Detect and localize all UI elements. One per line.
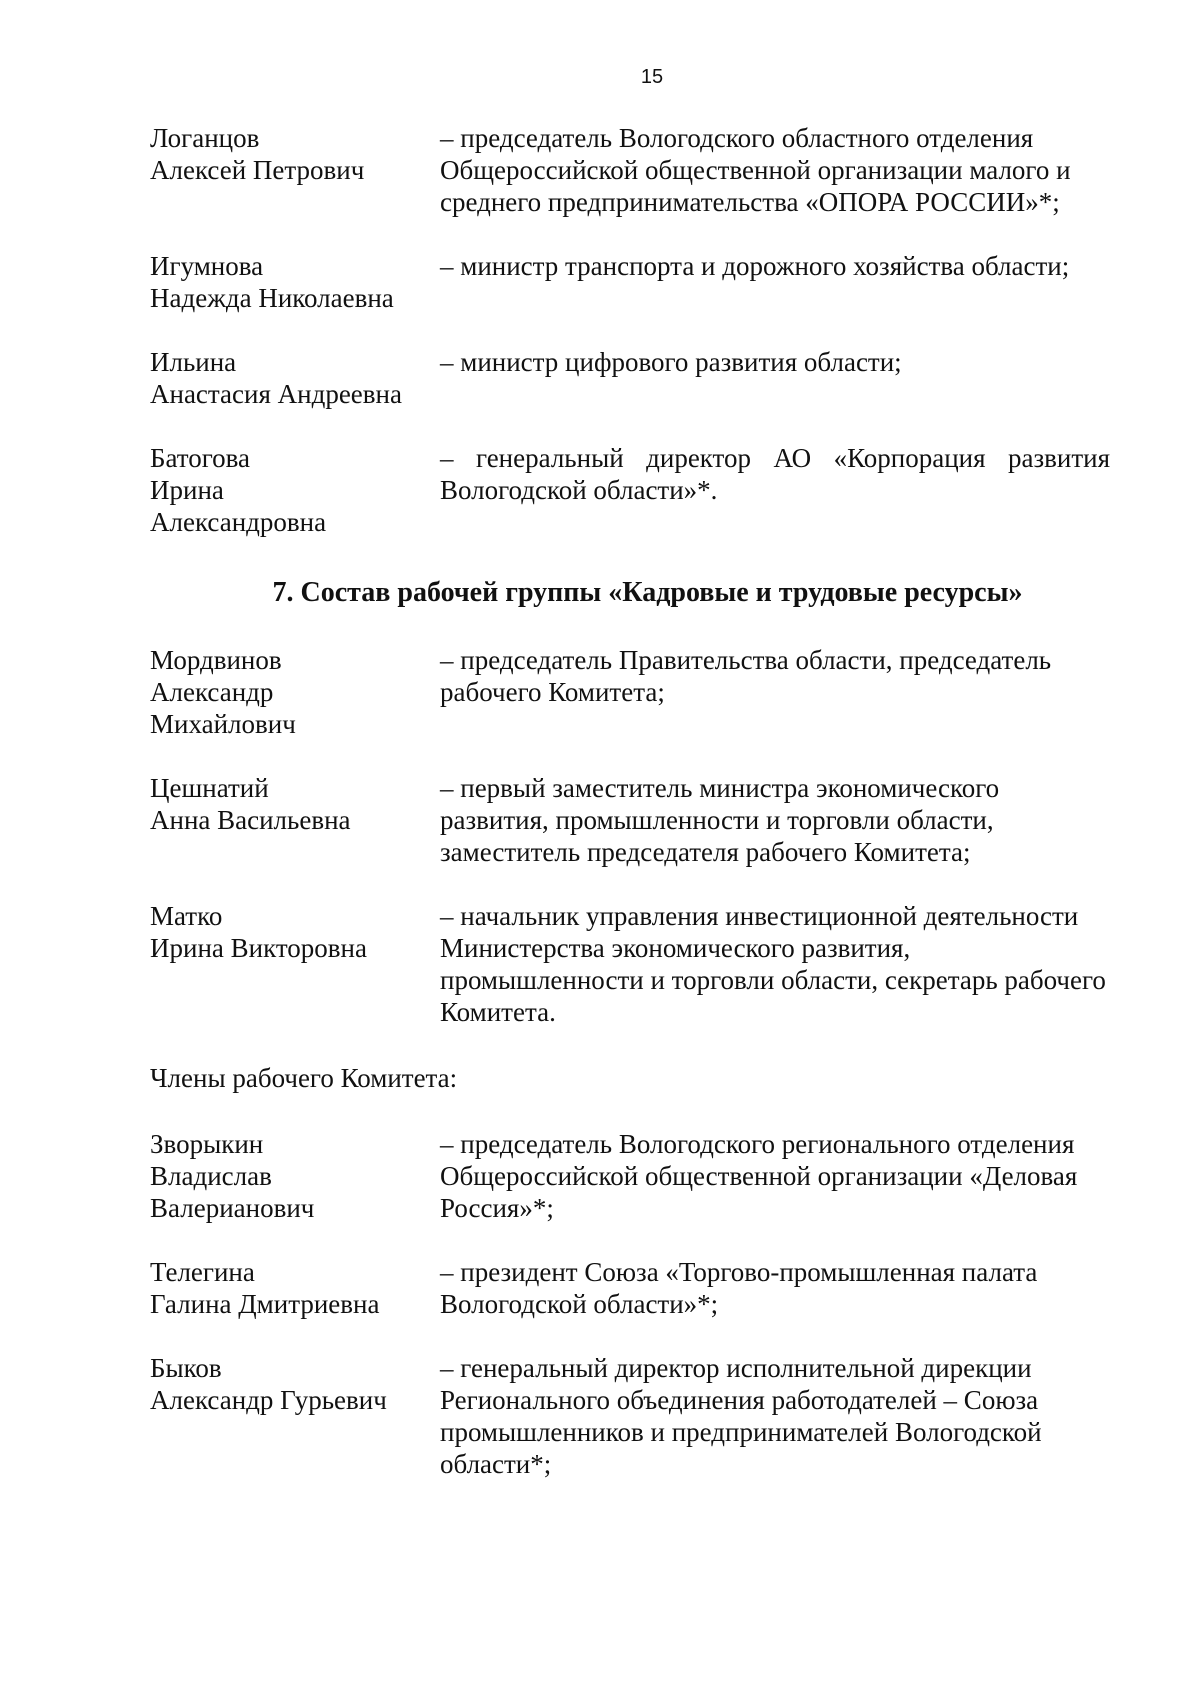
member-entry [150,900,1110,1028]
name-line: Анна Васильевна [150,805,351,835]
member-entry [150,442,1110,538]
member-entry [150,1352,1110,1480]
name-line: Цешнатий [150,773,269,803]
member-role: – первый заместитель министра экономического развития, промышленности и торговли области, заместитель председателя рабочего Комитета; [440,773,1000,867]
page-number: 15 [640,66,664,88]
name-line: Галина Дмитриевна [150,1289,380,1319]
member-role: – председатель Вологодского областного отделения Общероссийской общественной организации малого и среднего предпринимательства «ОПОРА РОССИИ»*; [440,123,1071,217]
name-line: Михайлович [150,709,296,739]
name-line: Игумнова [150,251,264,281]
name-line: Владислав [150,1161,272,1191]
member-name [150,900,440,964]
name-line: Анастасия Андреевна [150,379,402,409]
document-body [150,122,1110,1480]
member-name [150,1128,440,1224]
name-line: Александр [150,677,274,707]
name-line: Логанцов [150,123,260,153]
name-line: Матко [150,901,223,931]
member-name [150,122,440,186]
member-role: – министр цифрового развития области; [440,347,902,377]
member-entry [150,1128,1110,1224]
member-role: – президент Союза «Торгово-промышленная палата Вологодской области»*; [440,1257,1038,1319]
name-line: Александровна [150,507,327,537]
member-role: – председатель Правительства области, председатель рабочего Комитета; [440,645,1052,707]
member-entry [150,772,1110,868]
section-title: 7. Состав рабочей группы «Кадровые и трудовые ресурсы» [272,577,1023,608]
member-name [150,346,440,410]
member-name [150,644,440,740]
member-role: – генеральный директор исполнительной дирекции Регионального объединения работодателей – Союза промышленников и предпринимателей Вологодской области*; [440,1353,1042,1479]
name-line: Алексей Петрович [150,155,365,185]
member-role: – министр транспорта и дорожного хозяйства области; [440,251,1070,281]
member-role: – председатель Вологодского регионального отделения Общероссийской общественной организации «Деловая Россия»*; [440,1129,1078,1223]
member-role: – начальник управления инвестиционной деятельности Министерства экономического развития, промышленности и торговли области, секретарь рабочего Комитета. [440,901,1106,1027]
member-role: – генеральный директор АО «Корпорация развития Вологодской области»*. [440,443,1110,505]
member-name [150,1352,440,1416]
name-line: Ильина [150,347,237,377]
member-name [150,442,440,538]
member-entry [150,644,1110,740]
name-line: Ирина [150,475,224,505]
member-name [150,1256,440,1320]
name-line: Мордвинов [150,645,282,675]
member-entry [150,346,1110,410]
name-line: Александр Гурьевич [150,1385,387,1415]
member-entry [150,1256,1110,1320]
name-line: Валерианович [150,1193,315,1223]
member-name [150,772,440,836]
member-name [150,250,440,314]
name-line: Зворыкин [150,1129,264,1159]
name-line: Телегина [150,1257,255,1287]
members-label: Члены рабочего Комитета: [150,1063,458,1093]
name-line: Надежда Николаевна [150,283,394,313]
member-entry [150,122,1110,218]
name-line: Ирина Викторовна [150,933,367,963]
member-entry [150,250,1110,314]
name-line: Быков [150,1353,222,1383]
name-line: Батогова [150,443,251,473]
